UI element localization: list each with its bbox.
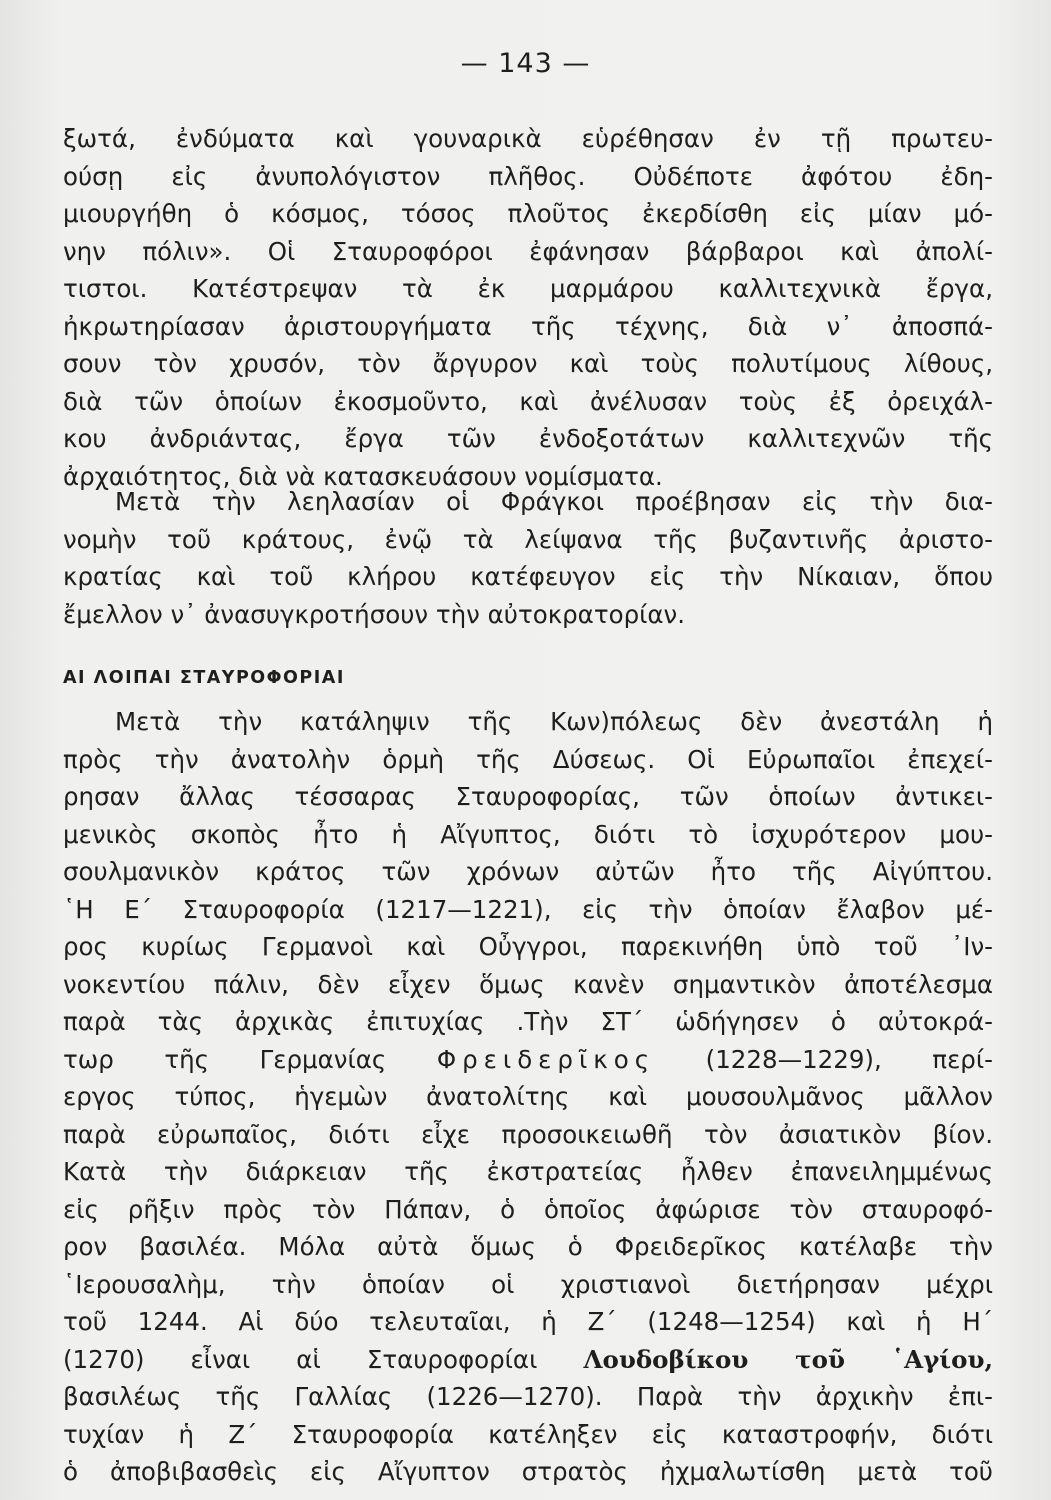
text-line [63, 1341, 993, 1379]
text-line: εργος τύπος, ἡγεμὼν ἀνατολίτης καὶ μουσουλμᾶνος μᾶλλον [63, 1082, 993, 1111]
text-line: μιουργήθη ὁ κόσμος, τόσος πλοῦτος ἐκερδίσθη εἰς μίαν μό- [63, 199, 993, 228]
text-line: ῾Ιερουσαλὴμ, τὴν ὁποίαν οἱ χριστιανοὶ διετήρησαν μέχρι [63, 1269, 993, 1299]
spaced-name: Φρειδερῖκος [436, 1044, 656, 1074]
text-line: πρὸς τὴν ἀνατολὴν ὁρμὴ τῆς Δύσεως. Οἱ Εὐρωπαῖοι ἐπεχεί- [63, 744, 993, 774]
text-line: ρησαν ἄλλας τέσσαρας Σταυροφορίας, τῶν ὁποίων ἀντικει- [63, 782, 993, 811]
text-line: νομὴν τοῦ κράτους, ἐνῷ τὰ λείψανα τῆς βυζαντινῆς ἀριστο- [63, 524, 993, 554]
text-segment: τωρ τῆς Γερμανίας [63, 1044, 387, 1074]
text-line: τυχίαν ἡ Ζ΄ Σταυροφορία κατέληξεν εἰς καταστροφήν, διότι [63, 1419, 993, 1449]
text-line: ἔμελλον ν᾽ ἀνασυγκροτήσουν τὴν αὐτοκρατορίαν. [63, 599, 686, 629]
text-line: ἀρχαιότητος, διὰ νὰ κατασκευάσουν νομίσματα. [63, 461, 663, 491]
bold-name: Λουδοβίκου τοῦ ῾Αγίου, [583, 1344, 993, 1374]
text-line: Μετὰ τὴν κατάληψιν τῆς Κων)πόλεως δὲν ἀνεστάλη ἡ [115, 707, 993, 736]
text-line: παρὰ τὰς ἀρχικὰς ἐπιτυχίας .Τὴν ΣΤ΄ ὡδήγησεν ὁ αὐτοκρά- [63, 1007, 993, 1036]
text-line: ὁ ἀποβιβασθεὶς εἰς Αἴγυπτον στρατὸς ἠχμαλωτίσθη μετὰ τοῦ [63, 1457, 993, 1486]
page-number: — 143 — [460, 48, 591, 79]
text-line: μενικὸς σκοπὸς ἦτο ἡ Αἴγυπτος, διότι τὸ ἰσχυρότερον μου- [63, 819, 993, 849]
text-line: κρατίας καὶ τοῦ κλήρου κατέφευγον εἰς τὴν Νίκαιαν, ὅπου [63, 562, 993, 591]
text-line: παρὰ εὐρωπαῖος, διότι εἶχε προσοικειωθῆ τὸν ἀσιατικὸν βίον. [63, 1119, 993, 1149]
text-line: διὰ τῶν ὁποίων ἐκοσμοῦντο, καὶ ἀνέλυσαν τοὺς ἐξ ὀρειχάλ- [63, 386, 993, 416]
text-line: ξωτά, ἐνδύματα καὶ γουναρικὰ εὑρέθησαν ἐν τῇ πρωτευ- [63, 124, 993, 153]
text-line: σουν τὸν χρυσόν, τὸν ἄργυρον καὶ τοὺς πολυτίμους λίθους, [63, 349, 993, 378]
text-segment: (1228—1229), περί- [705, 1044, 993, 1074]
text-line: τοῦ 1244. Αἱ δύο τελευταῖαι, ἡ Ζ΄ (1248—1254) καὶ ἡ Η΄ [63, 1307, 993, 1336]
text-line: ούσῃ εἰς ἀνυπολόγιστον πλῆθος. Οὐδέποτε ἀφότου ἐδη- [63, 161, 993, 191]
text-line: νην πόλιν». Οἱ Σταυροφόροι ἐφάνησαν βάρβαροι καὶ ἀπολί- [63, 236, 993, 266]
paragraph-1 [63, 120, 993, 495]
text-line: εἰς ρῆξιν πρὸς τὸν Πάπαν, ὁ ὁποῖος ἀφώρισε τὸν σταυροφό- [63, 1194, 993, 1224]
paragraph-3 [63, 703, 993, 1491]
section-heading: ΑΙ ΛΟΙΠΑΙ ΣΤΑΥΡΟΦΟΡΙΑΙ [63, 668, 345, 688]
text-line: νοκεντίου πάλιν, δὲν εἶχεν ὅμως κανὲν σημαντικὸν ἀποτέλεσμα [63, 969, 993, 999]
text-line: ῾Η Ε΄ Σταυροφορία (1217—1221), εἰς τὴν ὁποίαν ἔλαβον μέ- [63, 894, 993, 924]
text-line: ρος κυρίως Γερμανοὶ καὶ Οὖγγροι, παρεκινήθη ὑπὸ τοῦ ᾽Ιν- [63, 932, 993, 961]
text-line: Μετὰ τὴν λεηλασίαν οἱ Φράγκοι προέβησαν εἰς τὴν δια- [115, 487, 993, 516]
text-line: τιστοι. Κατέστρεψαν τὰ ἐκ μαρμάρου καλλιτεχνικὰ ἔργα, [63, 274, 993, 303]
text-segment: (1270) εἶναι αἱ Σταυροφορίαι [63, 1344, 538, 1374]
text-line: σουλμανικὸν κράτος τῶν χρόνων αὐτῶν ἦτο τῆς Αἰγύπτου. [63, 857, 993, 886]
paragraph-2 [63, 483, 993, 633]
text-line: ἠκρωτηρίασαν ἀριστουργήματα τῆς τέχνης, διὰ ν᾽ ἀποσπά- [63, 311, 993, 341]
text-line: κου ἀνδριάντας, ἔργα τῶν ἐνδοξοτάτων καλλιτεχνῶν τῆς [63, 424, 993, 453]
text-line: βασιλέως τῆς Γαλλίας (1226—1270). Παρὰ τὴν ἀρχικὴν ἐπι- [63, 1382, 993, 1411]
text-line: Κατὰ τὴν διάρκειαν τῆς ἐκστρατείας ἦλθεν ἐπανειλημμένως [63, 1157, 993, 1186]
text-line: ρον βασιλέα. Μόλα αὐτὰ ὅμως ὁ Φρειδερῖκος κατέλαβε τὴν [63, 1232, 993, 1261]
text-line [63, 1041, 993, 1079]
